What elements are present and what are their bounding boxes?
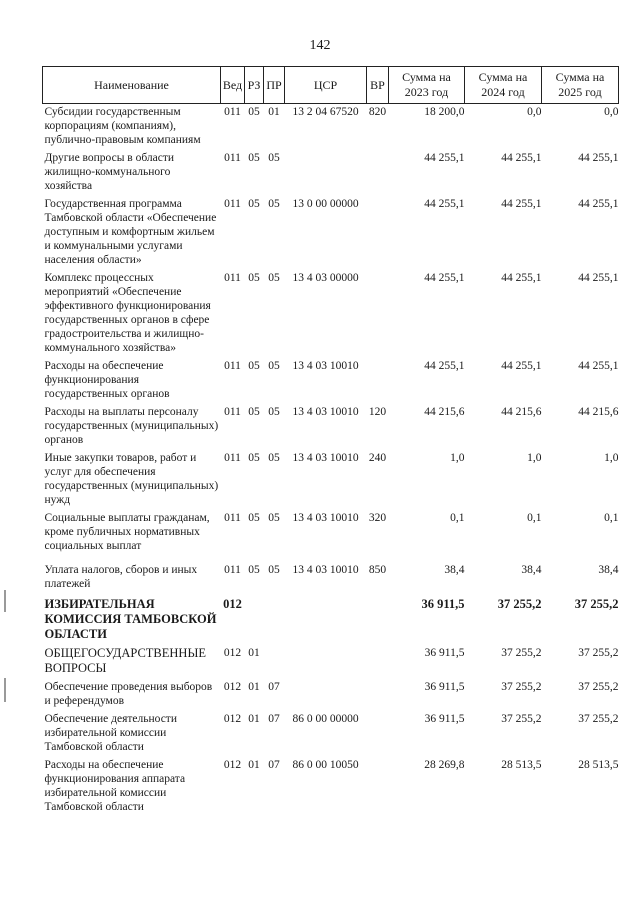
table-row — [43, 712, 619, 754]
row-sum-2025: 44 255,1 — [578, 198, 619, 210]
row-sum-2023: 44 215,6 — [424, 406, 465, 418]
table-row — [43, 271, 619, 355]
margin-mark — [4, 590, 6, 612]
row-sum-2025: 0,1 — [604, 512, 619, 524]
row-rz: 05 — [248, 360, 260, 372]
row-csr: 86 0 00 00000 — [292, 713, 359, 725]
row-ved: 011 — [224, 512, 241, 524]
row-csr: 13 4 03 10010 — [292, 406, 359, 418]
row-sum-2023: 44 255,1 — [424, 152, 465, 164]
row-ved: 012 — [223, 597, 242, 611]
row-vr: 320 — [368, 512, 387, 524]
row-rz: 01 — [248, 759, 260, 771]
row-rz: 01 — [248, 713, 260, 725]
row-pr: 01 — [268, 106, 280, 118]
row-ved: 011 — [224, 564, 241, 576]
row-csr: 13 4 03 10010 — [292, 564, 359, 576]
row-sum-2024: 0,1 — [527, 512, 542, 524]
row-vr: 820 — [368, 106, 387, 118]
row-sum-2023: 36 911,5 — [424, 681, 465, 693]
row-rz: 01 — [248, 681, 260, 693]
row-sum-2023: 38,4 — [444, 564, 465, 576]
table-row — [43, 359, 619, 401]
row-csr — [285, 646, 367, 676]
row-sum-2025: 37 255,2 — [578, 647, 619, 659]
row-sum-2023: 36 911,5 — [421, 597, 465, 611]
row-spacer — [43, 553, 619, 563]
row-name: ИЗБИРАТЕЛЬНАЯ КОМИССИЯ ТАМБОВСКОЙ ОБЛАСТИ — [44, 597, 217, 641]
row-pr: 05 — [268, 152, 280, 164]
row-sum-2024: 0,0 — [527, 106, 542, 118]
row-rz: 05 — [248, 452, 260, 464]
row-ved: 011 — [224, 360, 241, 372]
page-number: 142 — [309, 38, 331, 53]
margin-mark — [4, 678, 6, 702]
row-csr — [285, 680, 367, 708]
row-pr — [264, 597, 285, 642]
row-ved: 012 — [223, 647, 242, 659]
row-rz: 05 — [248, 564, 260, 576]
header-sum-2025: Сумма на 2025 год — [542, 67, 619, 104]
row-rz — [245, 597, 264, 642]
row-pr: 07 — [268, 759, 280, 771]
header-pr: ПР — [264, 67, 285, 104]
row-rz: 01 — [248, 647, 260, 659]
row-rz: 05 — [248, 152, 260, 164]
table-row — [43, 563, 619, 591]
row-rz: 05 — [248, 406, 260, 418]
row-csr — [285, 151, 367, 193]
row-sum-2024: 44 215,6 — [501, 406, 542, 418]
row-name: Социальные выплаты гражданам, кроме публичных нормативных социальных выплат — [44, 512, 210, 552]
row-pr: 05 — [268, 564, 280, 576]
row-sum-2023: 0,1 — [450, 512, 465, 524]
row-sum-2025: 0,0 — [604, 106, 619, 118]
row-sum-2023: 28 269,8 — [424, 759, 465, 771]
row-vr: 240 — [368, 452, 387, 464]
row-vr — [367, 597, 389, 642]
row-sum-2024: 44 255,1 — [501, 360, 542, 372]
row-sum-2024: 37 255,2 — [501, 713, 542, 725]
row-ved: 011 — [224, 406, 241, 418]
row-csr: 13 0 00 00000 — [292, 198, 359, 210]
row-sum-2023: 44 255,1 — [424, 272, 465, 284]
header-rz: РЗ — [245, 67, 264, 104]
row-vr — [367, 271, 389, 355]
row-vr — [367, 359, 389, 401]
row-name: Расходы на обеспечение функционирования государственных органов — [44, 360, 170, 400]
row-csr: 86 0 00 10050 — [292, 759, 359, 771]
table-row — [43, 680, 619, 708]
row-name: Другие вопросы в области жилищно-коммунального хозяйства — [44, 152, 175, 192]
row-csr: 13 2 04 67520 — [292, 106, 359, 118]
row-name: Субсидии государственным корпорациям (компаниям), публично-правовым компаниям — [44, 106, 201, 146]
row-sum-2024: 28 513,5 — [501, 759, 542, 771]
row-sum-2024: 37 255,2 — [497, 597, 542, 611]
row-pr: 07 — [268, 681, 280, 693]
row-ved: 011 — [224, 452, 241, 464]
row-csr — [285, 597, 367, 642]
row-pr: 05 — [268, 406, 280, 418]
row-rz: 05 — [248, 272, 260, 284]
table-body — [43, 104, 619, 815]
table-row — [43, 451, 619, 507]
row-sum-2024: 44 255,1 — [501, 198, 542, 210]
row-sum-2025: 37 255,2 — [574, 597, 619, 611]
row-pr — [264, 646, 285, 676]
row-name: Расходы на обеспечение функционирования аппарата избирательной комиссии Тамбовской области — [44, 759, 186, 813]
header-sum-2023: Сумма на 2023 год — [389, 67, 465, 104]
row-ved: 012 — [223, 713, 242, 725]
row-sum-2025: 44 215,6 — [578, 406, 619, 418]
row-pr: 05 — [268, 360, 280, 372]
row-rz: 05 — [248, 512, 260, 524]
table-row — [43, 405, 619, 447]
row-csr: 13 4 03 10010 — [292, 360, 359, 372]
row-vr — [367, 758, 389, 814]
row-name: Иные закупки товаров, работ и услуг для обеспечения государственных (муниципальных) нужд — [44, 452, 219, 506]
row-sum-2024: 44 255,1 — [501, 272, 542, 284]
row-sum-2023: 44 255,1 — [424, 198, 465, 210]
row-ved: 011 — [224, 106, 241, 118]
row-sum-2025: 44 255,1 — [578, 152, 619, 164]
row-csr: 13 4 03 10010 — [292, 512, 359, 524]
row-vr — [367, 646, 389, 676]
row-vr: 120 — [368, 406, 387, 418]
row-vr — [367, 197, 389, 267]
row-sum-2024: 38,4 — [521, 564, 542, 576]
header-sum-2024: Сумма на 2024 год — [465, 67, 542, 104]
header-name: Наименование — [43, 67, 221, 104]
row-vr — [367, 712, 389, 754]
row-ved: 011 — [224, 272, 241, 284]
table-row — [43, 151, 619, 193]
row-ved: 011 — [224, 198, 241, 210]
table-row — [43, 646, 619, 676]
row-rz: 05 — [248, 106, 260, 118]
row-vr: 850 — [368, 564, 387, 576]
row-sum-2025: 1,0 — [604, 452, 619, 464]
table-row — [43, 197, 619, 267]
table-row — [43, 511, 619, 553]
row-vr — [367, 151, 389, 193]
row-sum-2024: 1,0 — [527, 452, 542, 464]
table-row — [43, 758, 619, 814]
row-spacer-cell — [43, 553, 619, 563]
row-vr — [367, 680, 389, 708]
row-name: Обеспечение деятельности избирательной комиссии Тамбовской области — [44, 713, 177, 753]
header-csr: ЦСР — [285, 67, 367, 104]
row-name: Обеспечение проведения выборов и референдумов — [44, 681, 213, 707]
row-sum-2023: 36 911,5 — [424, 713, 465, 725]
row-sum-2025: 37 255,2 — [578, 713, 619, 725]
table-row — [43, 597, 619, 642]
row-sum-2023: 44 255,1 — [424, 360, 465, 372]
row-sum-2024: 37 255,2 — [501, 681, 542, 693]
row-name: Государственная программа Тамбовской области «Обеспечение доступным и комфортным жильем и коммунальными услугами населения области» — [44, 198, 217, 266]
row-sum-2023: 1,0 — [450, 452, 465, 464]
row-name: ОБЩЕГОСУДАРСТВЕННЫЕ ВОПРОСЫ — [44, 646, 206, 675]
row-pr: 05 — [268, 512, 280, 524]
row-sum-2024: 44 255,1 — [501, 152, 542, 164]
header-vr: ВР — [367, 67, 389, 104]
table-header-row — [43, 67, 619, 104]
row-sum-2023: 36 911,5 — [424, 647, 465, 659]
row-sum-2023: 18 200,0 — [424, 106, 465, 118]
row-name: Комплекс процессных мероприятий «Обеспечение эффективного функционирования государственных органов в сфере градостроительства и жилищно-коммунального хозяйства» — [44, 272, 211, 354]
row-ved: 012 — [223, 681, 242, 693]
row-pr: 07 — [268, 713, 280, 725]
row-pr: 05 — [268, 272, 280, 284]
row-rz: 05 — [248, 198, 260, 210]
row-pr: 05 — [268, 198, 280, 210]
row-csr: 13 4 03 10010 — [292, 452, 359, 464]
row-sum-2025: 37 255,2 — [578, 681, 619, 693]
row-sum-2024: 37 255,2 — [501, 647, 542, 659]
row-sum-2025: 44 255,1 — [578, 360, 619, 372]
row-sum-2025: 38,4 — [598, 564, 619, 576]
row-pr: 05 — [268, 452, 280, 464]
row-sum-2025: 28 513,5 — [578, 759, 619, 771]
budget-table — [42, 66, 619, 814]
row-csr: 13 4 03 00000 — [292, 272, 359, 284]
table-row — [43, 105, 619, 147]
row-name: Уплата налогов, сборов и иных платежей — [44, 564, 198, 590]
row-sum-2025: 44 255,1 — [578, 272, 619, 284]
row-ved: 012 — [223, 759, 242, 771]
row-name: Расходы на выплаты персоналу государственных (муниципальных) органов — [44, 406, 219, 446]
row-ved: 011 — [224, 152, 241, 164]
header-ved: Вед — [221, 67, 245, 104]
